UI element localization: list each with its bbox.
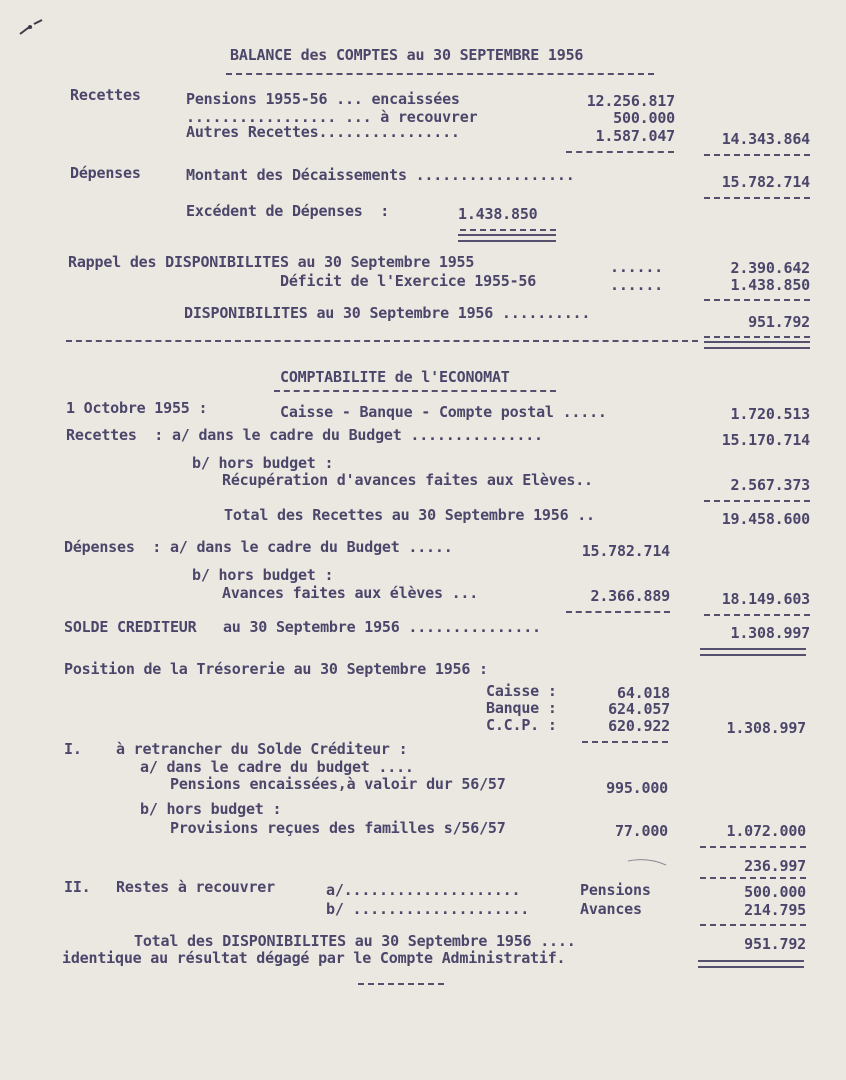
tresor-hors-budget-label: b/ hors budget : xyxy=(140,800,282,818)
autres-value: 1.587.047 xyxy=(595,127,675,145)
provisions-label: Provisions reçues des familles s/56/57 xyxy=(170,819,506,837)
decaissements-value: 15.782.714 xyxy=(721,173,810,191)
recouvrer-label: ................. ... à recouvrer xyxy=(186,108,478,126)
decaissements-label: Montant des Décaissements .................. xyxy=(186,166,575,184)
restes-b-value: 214.795 xyxy=(744,901,806,919)
recettes-total: 14.343.864 xyxy=(721,130,810,148)
rappel-dots: ...... xyxy=(610,258,663,276)
rule xyxy=(700,846,806,848)
double-rule xyxy=(700,648,806,656)
solde-label: SOLDE CREDITEUR au 30 Septembre 1956 ............... xyxy=(64,618,541,636)
rule xyxy=(704,154,810,156)
economat-title: COMPTABILITE de l'ECONOMAT xyxy=(280,368,510,386)
rule xyxy=(704,336,810,338)
end-rule xyxy=(358,983,444,985)
economat-title-rule xyxy=(274,390,556,392)
double-rule xyxy=(698,960,804,968)
cadre-budget-label: a/ dans le cadre du budget .... xyxy=(140,758,414,776)
ink-mark-icon xyxy=(18,18,46,36)
deficit-label: Déficit de l'Exercice 1955-56 xyxy=(280,272,537,290)
retrancher-num: I. xyxy=(64,740,82,758)
section-separator xyxy=(66,340,698,342)
difference-value: 236.997 xyxy=(744,857,806,875)
tresor-ccp-label: C.C.P. : xyxy=(486,716,557,734)
depenses-hors-label: b/ hors budget : xyxy=(192,566,334,584)
economat-depenses-label: Dépenses : a/ dans le cadre du Budget ..... xyxy=(64,538,453,556)
caisse-banque-label: Caisse - Banque - Compte postal ..... xyxy=(280,403,607,421)
double-rule xyxy=(458,234,556,242)
caisse-banque-value: 1.720.513 xyxy=(730,405,810,423)
autres-label: Autres Recettes................ xyxy=(186,123,460,141)
rule xyxy=(704,500,810,502)
avances-value: 2.366.889 xyxy=(590,587,670,605)
excedent-value: 1.438.850 xyxy=(458,205,538,223)
deficit-value: 1.438.850 xyxy=(730,276,810,294)
provisions-value: 77.000 xyxy=(615,822,668,840)
depenses-total: 18.149.603 xyxy=(721,590,810,608)
economat-recettes-value: 15.170.714 xyxy=(721,431,810,449)
title-rule xyxy=(226,73,654,75)
avances-label: Avances faites aux élèves ... xyxy=(222,584,479,602)
hors-budget-label: b/ hors budget : xyxy=(192,454,334,472)
total-recettes-value: 19.458.600 xyxy=(721,510,810,528)
retrancher-total: 1.072.000 xyxy=(726,822,806,840)
rule xyxy=(582,741,668,743)
rule xyxy=(704,197,810,199)
position-label: Position de la Trésorerie au 30 Septembre 1956 : xyxy=(64,660,488,678)
dispo-value: 951.792 xyxy=(748,313,810,331)
tresor-banque-label: Banque : xyxy=(486,699,557,717)
octobre-label: 1 Octobre 1955 : xyxy=(66,399,208,417)
pensions-encaissees-label: Pensions encaissées,à valoir dur 56/57 xyxy=(170,775,506,793)
identique-label: identique au résultat dégagé par le Compte Administratif. xyxy=(62,949,566,967)
total-dispo-value: 951.792 xyxy=(744,935,806,953)
restes-num: II. xyxy=(64,878,91,896)
rule xyxy=(566,151,674,153)
page-title: BALANCE des COMPTES au 30 SEPTEMBRE 1956 xyxy=(230,46,584,64)
deficit-dots: ...... xyxy=(610,276,663,294)
recettes-heading: Recettes xyxy=(70,86,141,104)
restes-a-dots: a/.................... xyxy=(326,881,521,899)
recuperation-label: Récupération d'avances faites aux Elèves.. xyxy=(222,471,593,489)
rappel-label: Rappel des DISPONIBILITES au 30 Septembre 1955 xyxy=(68,253,475,271)
depenses-heading: Dépenses xyxy=(70,164,141,182)
restes-a-label: Pensions xyxy=(580,881,651,899)
tresor-caisse-label: Caisse : xyxy=(486,682,557,700)
total-recettes-label: Total des Recettes au 30 Septembre 1956 .. xyxy=(224,506,595,524)
tresor-banque-value: 624.057 xyxy=(608,700,670,718)
pensions-label: Pensions 1955-56 ... encaissées xyxy=(186,90,460,108)
economat-recettes-label: Recettes : a/ dans le cadre du Budget ............... xyxy=(66,426,543,444)
rule xyxy=(460,229,556,231)
dispo-label: DISPONIBILITES au 30 Septembre 1956 .......... xyxy=(184,304,591,322)
pensions-value: 12.256.817 xyxy=(586,92,675,110)
tresor-caisse-value: 64.018 xyxy=(617,684,670,702)
pencil-stroke-icon xyxy=(628,857,668,867)
rule xyxy=(700,924,806,926)
depenses-budget-value: 15.782.714 xyxy=(581,542,670,560)
rule xyxy=(704,299,810,301)
restes-b-dots: b/ .................... xyxy=(326,900,530,918)
recuperation-value: 2.567.373 xyxy=(730,476,810,494)
tresor-position-total: 1.308.997 xyxy=(726,719,806,737)
tresor-ccp-value: 620.922 xyxy=(608,717,670,735)
rappel-value: 2.390.642 xyxy=(730,259,810,277)
recouvrer-value: 500.000 xyxy=(613,109,675,127)
restes-b-label: Avances xyxy=(580,900,642,918)
retrancher-label: à retrancher du Solde Créditeur : xyxy=(116,740,408,758)
restes-a-value: 500.000 xyxy=(744,883,806,901)
solde-value: 1.308.997 xyxy=(730,624,810,642)
total-dispo-label: Total des DISPONIBILITES au 30 Septembre 1956 .... xyxy=(134,932,576,950)
restes-label: Restes à recouvrer xyxy=(116,878,275,896)
double-rule xyxy=(704,341,810,349)
rule xyxy=(704,614,810,616)
rule xyxy=(700,877,806,879)
excedent-label: Excédent de Dépenses : xyxy=(186,202,390,220)
pensions-encaissees-value: 995.000 xyxy=(606,779,668,797)
rule xyxy=(566,611,670,613)
